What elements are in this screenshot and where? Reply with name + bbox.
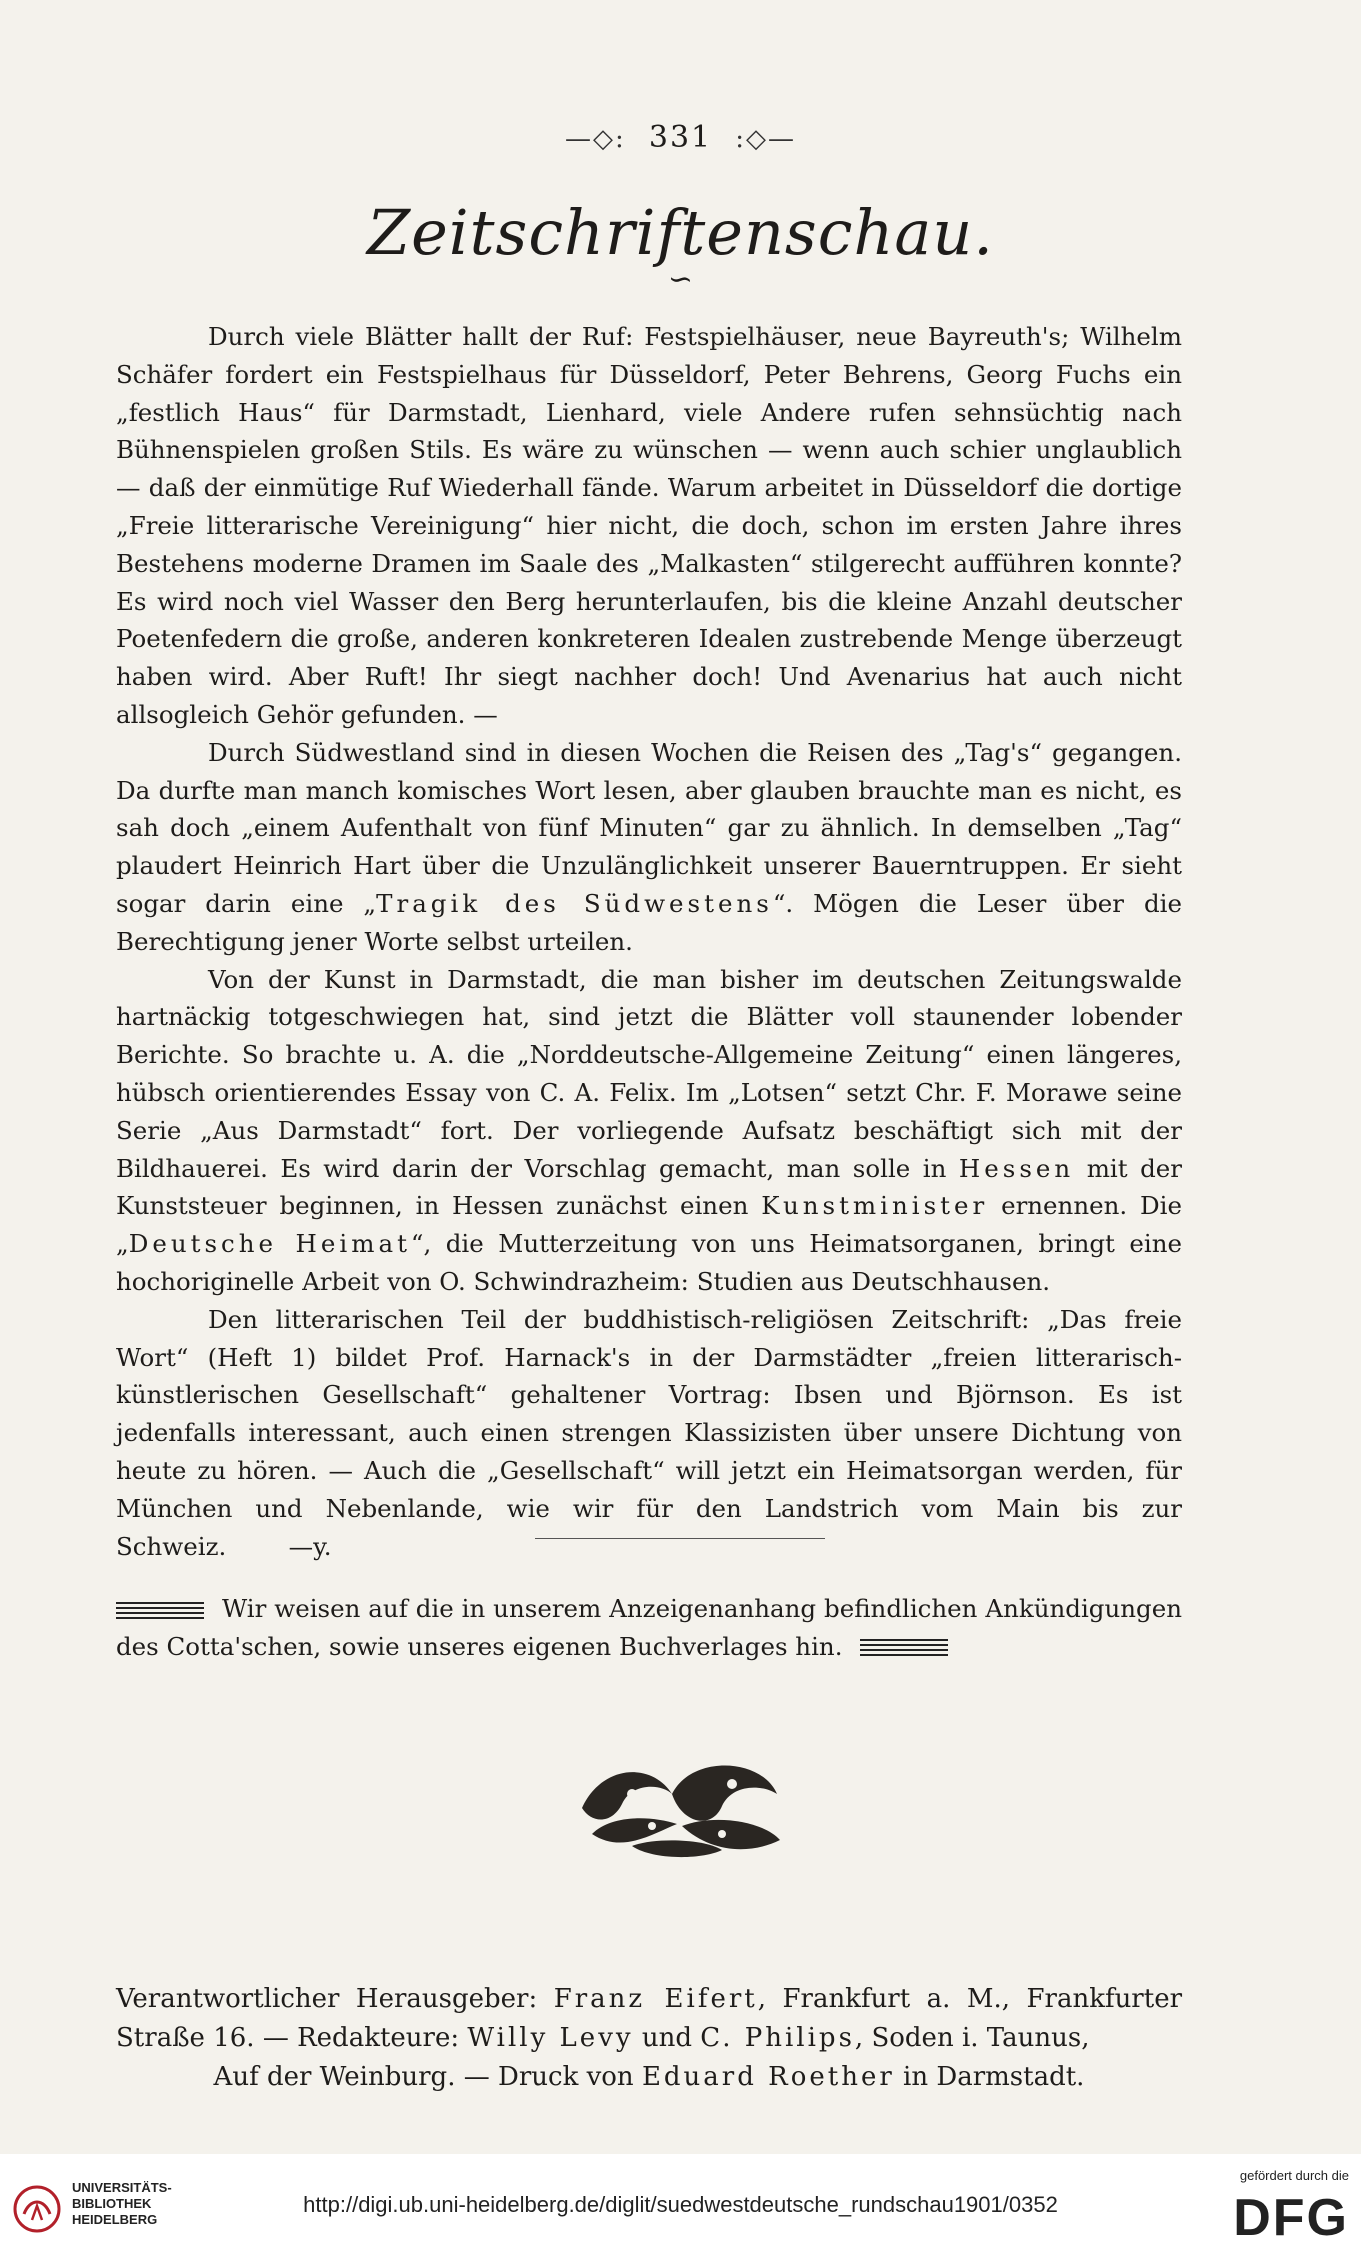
imprint: Verantwortlicher Herausgeber: Franz Eifert, Frankfurt a. M., Frankfurter Straße 16. — Redakteure: Willy Levy und C. Philips, Soden i. Taunus, Auf der Weinburg. — Druck von Eduard Roether in Darmstadt.	[116, 1980, 1182, 2097]
spaced-word: Kunstminister	[761, 1191, 989, 1221]
dfg-logo: DFG	[1233, 2189, 1349, 2247]
paragraph-1: Durch viele Blätter hallt der Ruf: Festspielhäuser, neue Bayreuth's; Wilhelm Schäfer fordert ein Festspielhaus für Düsseldorf, Peter Behrens, Georg Fuchs ein „festlich Haus“ für Darmstadt, Lienhard, viele Andere rufen sehnsüchtig nach Bühnenspielen großen Stils. Es wäre zu wünschen — wenn auch schier unglaublich — daß der einmütige Ruf Wiederhall fände. Warum arbeitet in Düsseldorf die dortige „Freie litterarische Vereinigung“ hier nicht, die doch, schon im ersten Jahre ihres Bestehens moderne Dramen im Saale des „Malkasten“ stilgerecht aufführen konnte? Es wird noch viel Wasser den Berg herunterlaufen, bis die kleine Anzahl deutscher Poetenfedern die große, anderen konkreteren Idealen zustrebende Menge überzeugt haben wird. Aber Ruft! Ihr siegt nachher doch! Und Avenarius hat auch nicht allsogleich Gehör gefunden. —	[116, 322, 1182, 729]
library-name: UNIVERSITÄTS- BIBLIOTHEK HEIDELBERG	[72, 2180, 172, 2227]
paragraph-3: Von der Kunst in Darmstadt, die man bisher im deutschen Zeitungswalde hartnäckig totgeschwiegen hat, sind jetzt die Blätter voll staunender lobender Berichte. So brachte u. A. die „Norddeutsche-Allgemeine Zeitung“ einen längeres, hübsch orientierendes Essay von C. A. Felix. Im „Lotsen“ setzt Chr. F. Morawe seine Serie „Aus Darmstadt“ fort. Der vorliegende Aufsatz beschäftigt sich mit der Bildhauerei. Es wird darin der Vorschlag gemacht, man solle in Hessen mit der Kunststeuer beginnen, in Hessen zunächst einen Kunstminister ernennen. Die „Deutsche Heimat“, die Mutterzeitung von uns Heimatsorganen, bringt eine hochoriginelle Arbeit von O. Schwindrazheim: Studien aus Deutschhausen.	[116, 964, 1182, 1296]
spaced-phrase: Tragik des Südwestens	[376, 888, 773, 918]
title-ornament: ∽	[667, 262, 694, 297]
paragraph-4: Den litterarischen Teil der buddhistisch-religiösen Zeitschrift: „Das freie Wort“ (Heft 1) bildet Prof. Harnack's in der Darmstädter „freien litterarisch-künstlerischen Gesellschaft“ gehaltener Vortrag: Ibsen und Björnson. Es ist jedenfalls interessant, auch einen strengen Klassizisten über unsere Dichtung von heute zu hören. — Auch die „Gesellschaft“ will jetzt ein Heimatsorgan werden, für München und Nebenlande, wie wir für den Landstrich vom Main bis zur Schweiz. —y.	[116, 1304, 1182, 1561]
spaced-phrase: Deutsche Heimat	[128, 1229, 411, 1259]
page-number: 331	[648, 120, 713, 155]
digitization-footer	[0, 2154, 1361, 2256]
advertising-notice: Wir weisen auf die in unserem Anzeigenanhang befindlichen Ankündigungen des Cotta'schen, sowie unseres eigenen Buchverlages hin.	[116, 1594, 1182, 1661]
source-url-link[interactable]: http://digi.ub.uni-heidelberg.de/diglit/suedwestdeutsche_rundschau1901/0352	[303, 2192, 1058, 2217]
spaced-word: Hessen	[958, 1153, 1075, 1183]
bars-ornament-right	[860, 1639, 948, 1657]
printer-name: Eduard Roether	[641, 2062, 895, 2092]
editor-name: C. Philips	[700, 2023, 855, 2053]
ornament-right: :◇—	[735, 124, 796, 154]
paragraph-2: Durch Südwestland sind in diesen Wochen die Reisen des „Tag's“ gegangen. Da durfte man manch komisches Wort lesen, aber glauben brauchte man es nicht, es sah doch „einem Aufenthalt von fünf Minuten“ gar zu ähnlich. In demselben „Tag“ plaudert Heinrich Hart über die Unzulänglichkeit unserer Bauerntruppen. Er sieht sogar darin eine „Tragik des Südwestens“. Mögen die Leser über die Berechtigung jener Worte selbst urteilen.	[116, 737, 1182, 956]
leaf-vignette-icon	[572, 1754, 788, 1862]
author-signature: —y.	[288, 1531, 332, 1561]
editor-name: Willy Levy	[467, 2023, 634, 2053]
funding-note: gefördert durch die	[1239, 2168, 1349, 2183]
ornament-left: —◇:	[565, 124, 626, 154]
divider-rule	[535, 1538, 825, 1539]
article-body	[116, 318, 1182, 1565]
editor-name: Franz Eifert	[553, 1984, 758, 2014]
bars-ornament-left	[116, 1602, 204, 1620]
page-number-line	[0, 120, 1361, 155]
imprint-last-line: Auf der Weinburg. — Druck von Eduard Roether in Darmstadt.	[213, 2062, 1085, 2092]
page-title: Zeitschriftenschau.	[366, 196, 994, 269]
